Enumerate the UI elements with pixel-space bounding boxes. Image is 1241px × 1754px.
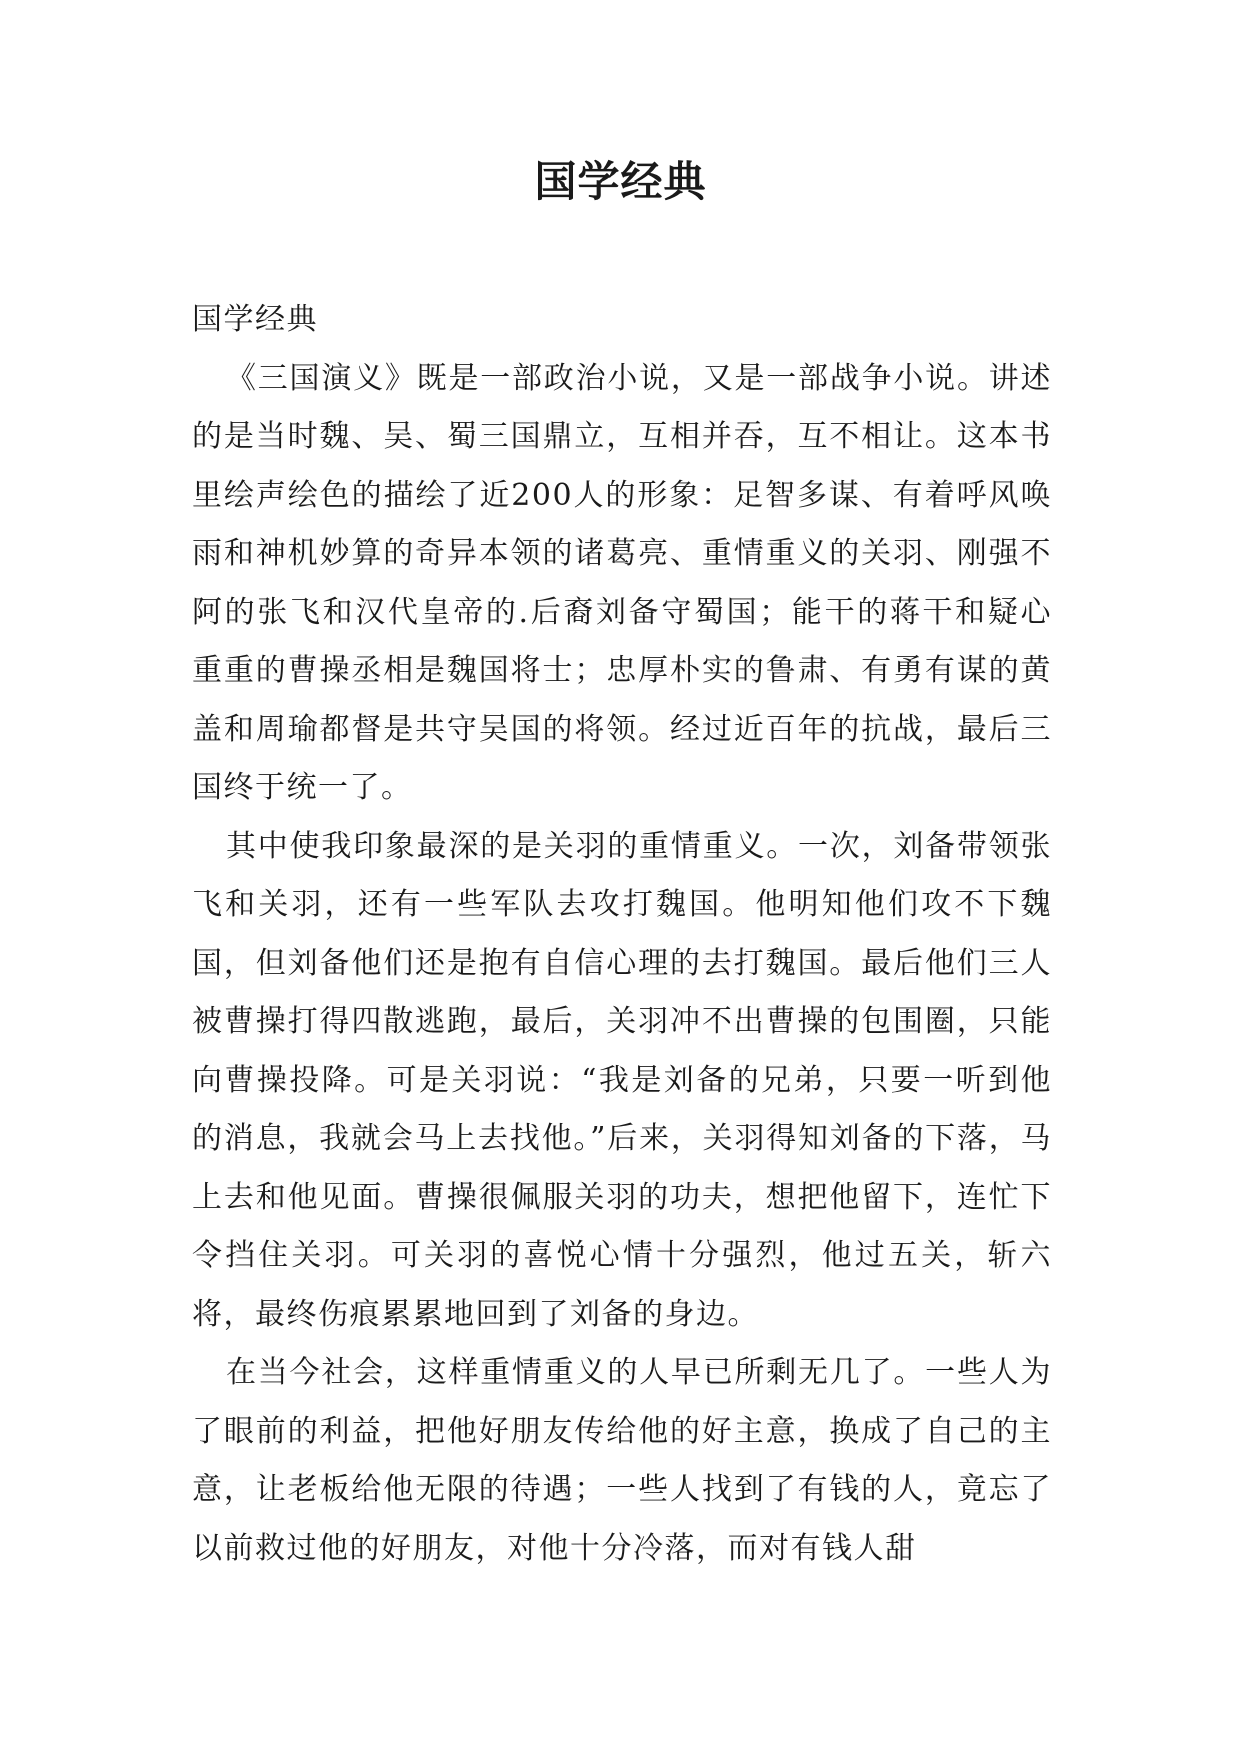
paragraph-3: 在当今社会，这样重情重义的人早已所剩无几了。一些人为了眼前的利益，把他好朋友传给他的好主意，换成了自己的主意，让老板给他无限的待遇；一些人找到了有钱的人，竟忘了以前救过他的好朋友，对他十分冷落，而对有钱人甜 [192,1355,1052,1566]
document-title: 国学经典 [534,157,707,206]
paragraph-1: 《三国演义》既是一部政治小说，又是一部战争小说。讲述的是当时魏、吴、蜀三国鼎立，互相并吞，互不相让。这本书里绘声绘色的描绘了近200人的形象：足智多谋、有着呼风唤雨和神机妙算的奇异本领的诸葛亮、重情重义的关羽、刚强不阿的张飞和汉代皇帝的.后裔刘备守蜀国；能干的蒋干和疑心重重的曹操丞相是魏国将士；忠厚朴实的鲁肃、有勇有谋的黄盖和周瑜都督是共守吴国的将领。经过近百年的抗战，最后三国终于统一了。 [192,360,1052,805]
paragraph-2: 其中使我印象最深的是关羽的重情重义。一次，刘备带领张飞和关羽，还有一些军队去攻打魏国。他明知他们攻不下魏国，但刘备他们还是抱有自信心理的去打魏国。最后他们三人被曹操打得四散逃跑，最后，关羽冲不出曹操的包围圈，只能向曹操投降。可是关羽说：“我是刘备的兄弟，只要一听到他的消息，我就会马上去找他。”后来，关羽得知刘备的下落，马上去和他见面。曹操很佩服关羽的功夫，想把他留下，连忙下令挡住关羽。可关羽的喜悦心情十分强烈，他过五关，斩六将，最终伤痕累累地回到了刘备的身边。 [192,828,1052,1332]
document-body [192,291,1052,1578]
document-subheading: 国学经典 [192,302,318,337]
